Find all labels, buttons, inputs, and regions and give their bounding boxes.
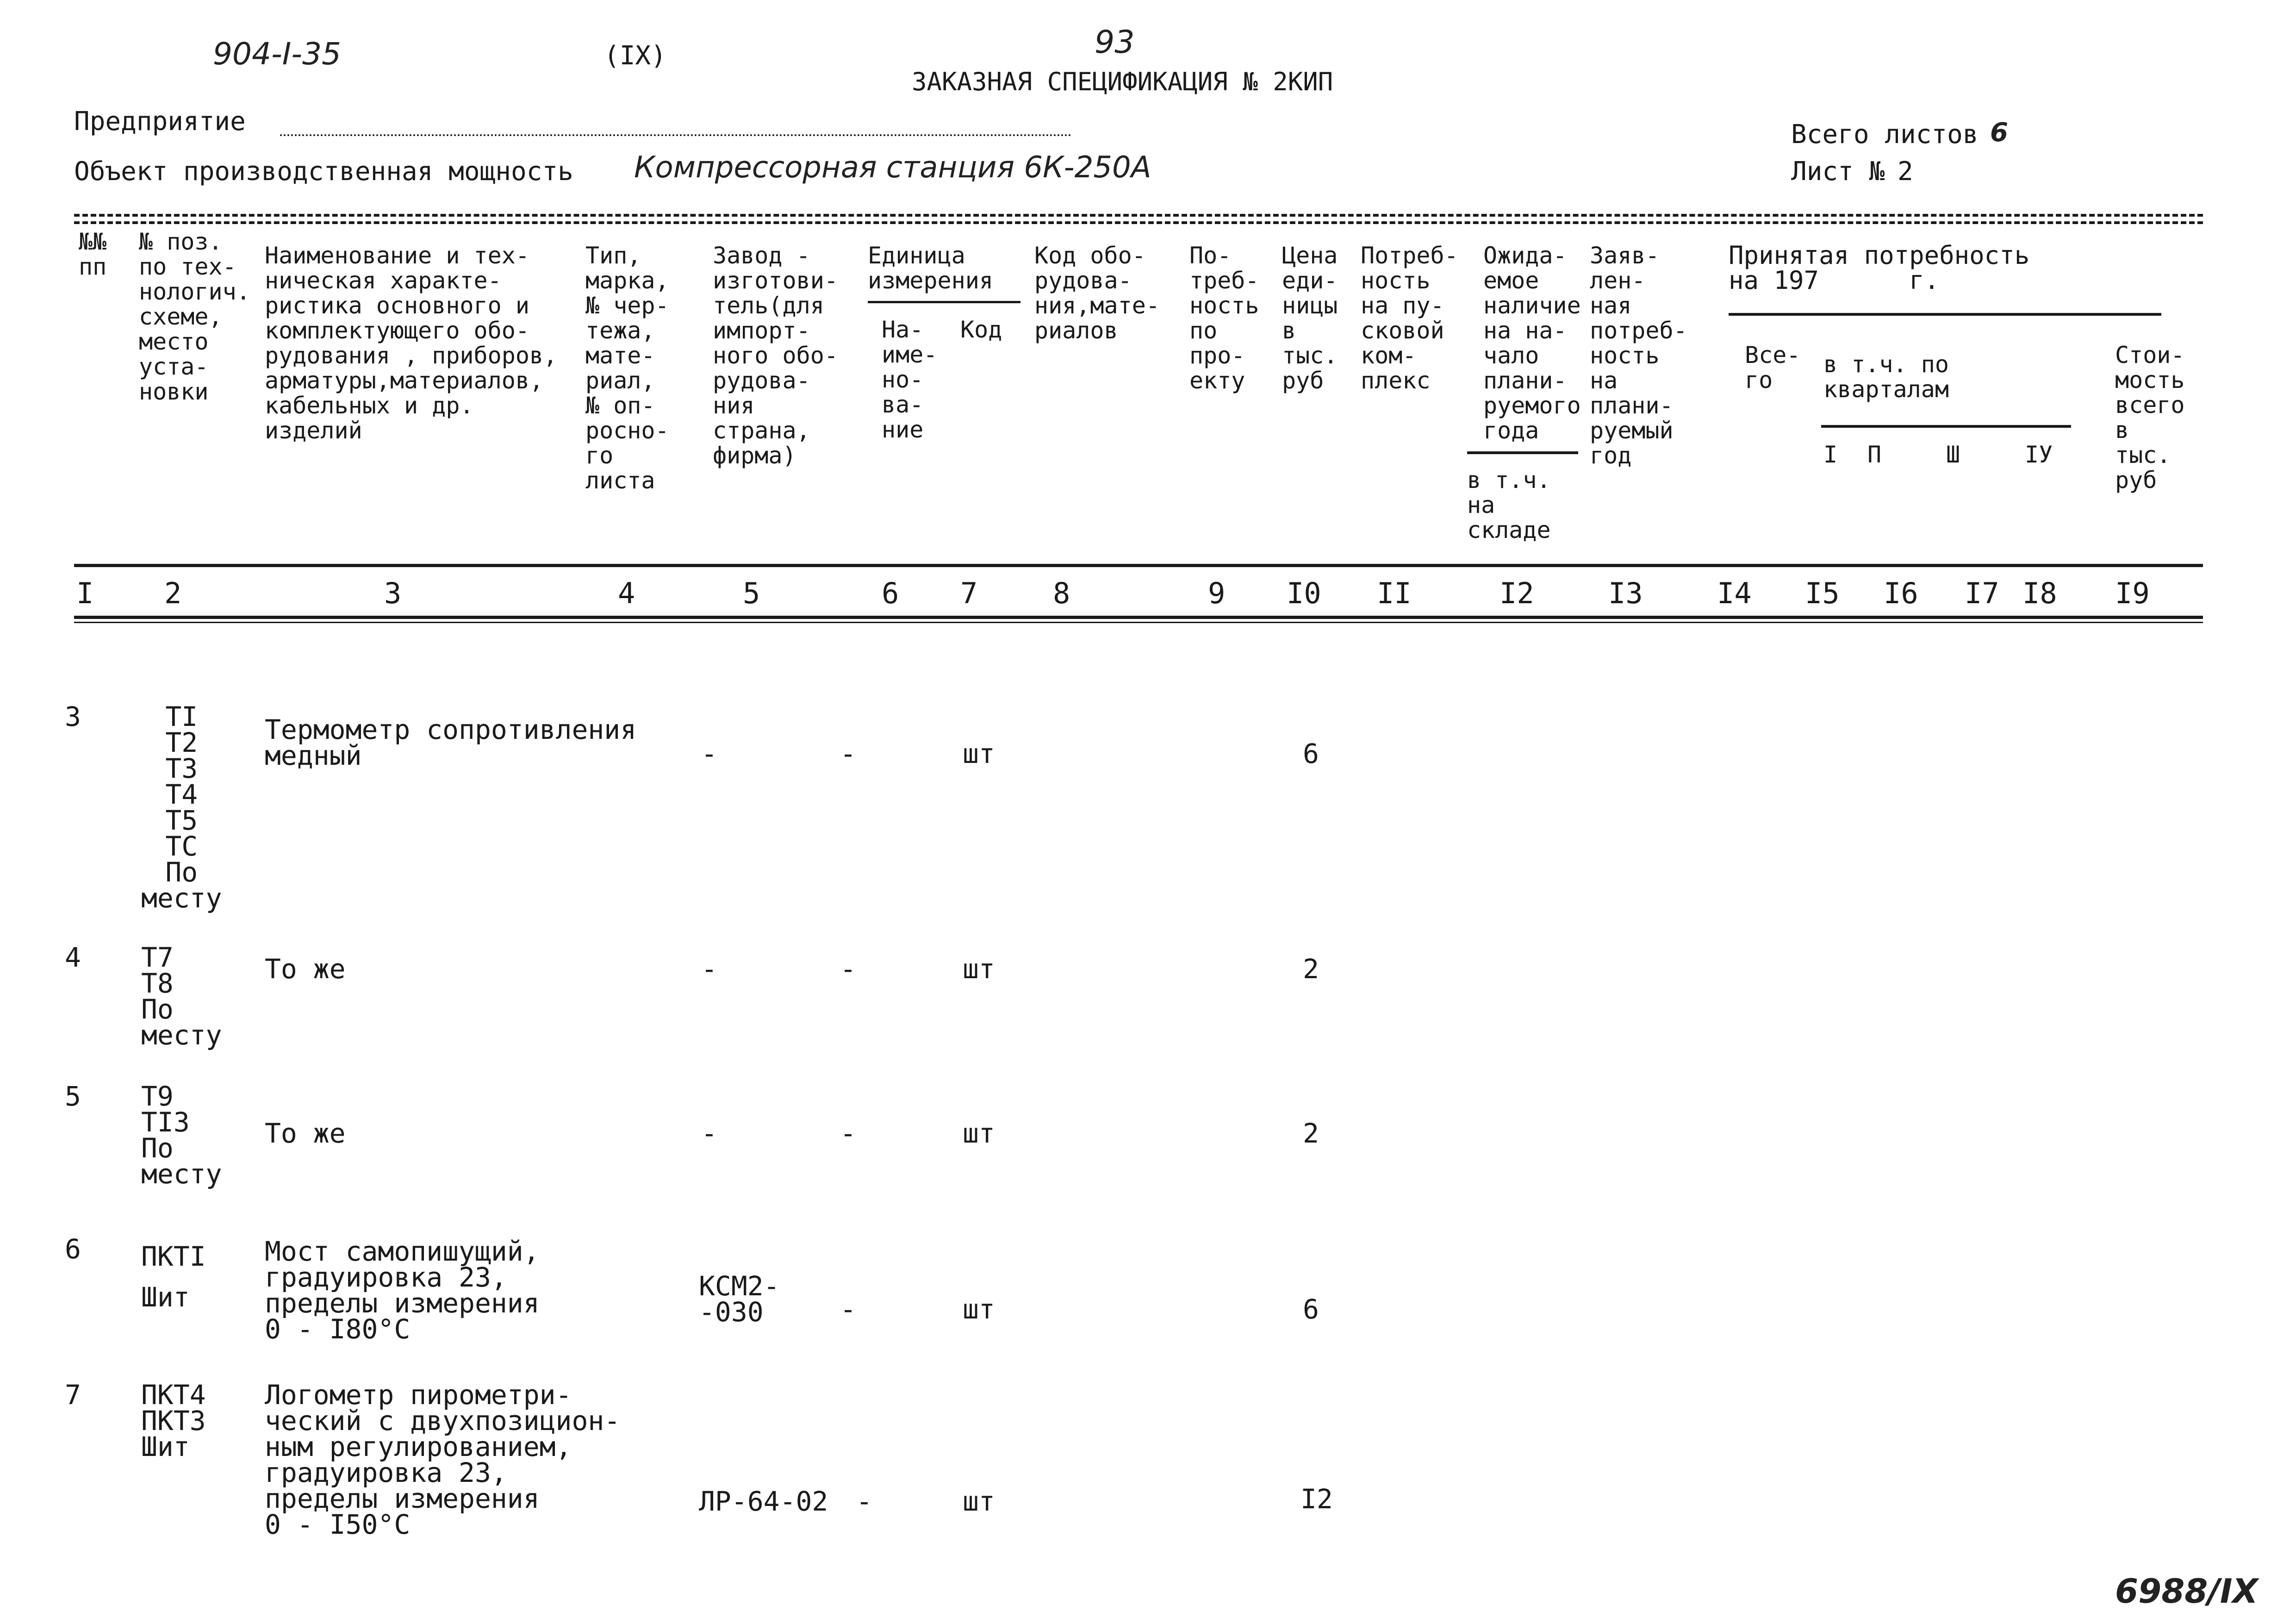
row-number: 5 [65,1081,81,1112]
sheet-value: 2 [1898,156,1913,187]
colnum-4: 4 [618,576,635,610]
row-unit: шт [963,1118,995,1149]
header-col-12: Ожида- емое наличие на на- чало плани- руемого года [1483,242,1581,444]
row-maker: - [840,1293,856,1325]
row-maker: - [840,1118,856,1149]
row-number: 4 [65,942,81,973]
row-unit: шт [963,1486,995,1517]
header-col-7: Код [960,316,1002,343]
row-quantity: 6 [1303,738,1319,769]
colnum-11: II [1377,576,1412,610]
colnum-10: I0 [1287,576,1321,610]
header-col-8: Код обо- рудова- ния,мате- риалов [1034,242,1160,344]
colnum-8: 8 [1053,576,1070,610]
header-top-rule [74,214,2203,217]
header-quarters-rule [1821,425,2071,428]
header-q4: IУ [2025,441,2053,468]
section-label: (IX) [604,41,666,71]
colnum-17: I7 [1965,576,1999,610]
row-position: T9 TI3 По месту [141,1081,222,1190]
document-code: 904-I-35 [213,36,342,72]
row-name: То же [265,953,346,985]
header-col-11: Потреб- ность на пу- сковой ком- плекс [1361,242,1458,394]
header-col-4: Тип, марка, № чер- тежа, мате- риал, № оп- росно- го листа [585,242,669,494]
header-col-6: На- име- но- ва- ние [882,316,938,443]
row-maker: - [856,1486,872,1517]
row-position: ПКТI Шит [141,1241,206,1313]
object-value: Компрессорная станция 6К-250А [634,150,1151,185]
row-unit: шт [963,738,995,769]
row-position: T7 T8 По месту [141,942,222,1051]
header-col-10: Цена еди- ницы в тыс. руб [1282,242,1338,394]
column-numbers-top-rule [74,564,2203,567]
header-q2: П [1867,441,1882,468]
colnum-5: 5 [743,576,760,610]
sheet-label: Лист № [1791,156,1885,187]
colnum-1: I [76,576,94,610]
row-quantity: 6 [1303,1293,1319,1325]
header-col-3: Наименование и тех- ническая характе- ристика основного и комплектующего обо- рудования , приборов, арматуры,материалов, кабельных и др. изделий [265,242,558,444]
row-quantity: 2 [1303,1118,1319,1149]
row-position: TI T2 T3 T4 T5 TC По месту [141,701,222,914]
colnum-2: 2 [164,576,182,610]
row-position: ПКТ4 ПКТ3 Шит [141,1379,206,1462]
row-type: - [701,953,717,985]
row-name: Логометр пирометри- ческий с двухпозицион- ным регулированием, градуировка 23, пределы измерения 0 - I50°С [265,1379,621,1540]
header-col-13: Заяв- лен- ная потреб- ность на плани- руемый год [1590,242,1687,469]
sheets-total-value: 6 [1990,118,2008,148]
row-type: - [701,1118,717,1149]
row-unit: шт [963,1293,995,1325]
header-col-2: № поз. по тех- нологич. схеме, место уста- новки [139,228,250,405]
colnum-9: 9 [1208,576,1226,610]
document-title: ЗАКАЗНАЯ СПЕЦИФИКАЦИЯ № 2КИП [912,67,1333,96]
header-accepted-group: Принятая потребность на 197 г. [1729,241,2030,295]
row-name: Термометр сопротивления медный [265,714,637,771]
row-type: ЛР-64-02 [699,1486,828,1517]
sheets-total-label: Всего листов [1791,119,1979,150]
header-q1: I [1823,441,1838,468]
row-number: 3 [65,701,81,732]
colnum-12: I2 [1500,576,1534,610]
column-numbers-bottom-rule-2 [74,622,2203,623]
enterprise-underline [280,134,1071,136]
object-label: Объект производственная мощность [74,156,573,187]
header-col-14: Все- го [1745,342,1801,394]
row-name: Мост самопишущий, градуировка 23, пределы измерения 0 - I80°С [265,1236,540,1345]
colnum-14: I4 [1717,576,1752,610]
header-top-rule-2 [74,221,2203,224]
enterprise-label: Предприятие [74,106,246,137]
header-accepted-rule [1729,313,2161,316]
colnum-19: I9 [2115,576,2150,610]
header-q3: Ш [1946,441,1960,468]
header-col-12-rule [1467,451,1578,454]
row-maker: - [840,953,856,985]
header-col-5: Завод - изготови- тель(для импорт- ного обо- рудова- ния страна, фирма) [713,242,838,469]
row-number: 7 [65,1379,81,1411]
header-unit-rule [868,301,1020,303]
row-quantity: 2 [1303,953,1319,985]
colnum-15: I5 [1805,576,1840,610]
header-col-12-sub: в т.ч. на складе [1467,467,1551,543]
row-maker: - [840,738,856,769]
row-number: 6 [65,1233,81,1265]
colnum-3: 3 [384,576,402,610]
row-type: КСМ2- -030 [699,1270,780,1328]
row-unit: шт [963,953,995,985]
header-col-6-group: Единица измерения [868,242,993,294]
row-type: - [701,738,717,769]
colnum-7: 7 [960,576,978,610]
row-quantity: I2 [1300,1483,1333,1515]
colnum-6: 6 [882,576,899,610]
colnum-18: I8 [2022,576,2057,610]
header-col-1: №№ пп [79,228,107,280]
header-col-9: По- треб- ность по про- екту [1189,242,1259,394]
row-name: То же [265,1118,346,1149]
colnum-16: I6 [1884,576,1918,610]
colnum-13: I3 [1608,576,1643,610]
archive-stamp: 6988/IX [2115,1572,2258,1611]
column-numbers-bottom-rule [74,616,2203,619]
header-quarters: в т.ч. по кварталам [1823,351,1949,403]
page-number: 93 [1095,24,1135,61]
header-col-19: Стои- мость всего в тыс. руб [2115,342,2185,493]
